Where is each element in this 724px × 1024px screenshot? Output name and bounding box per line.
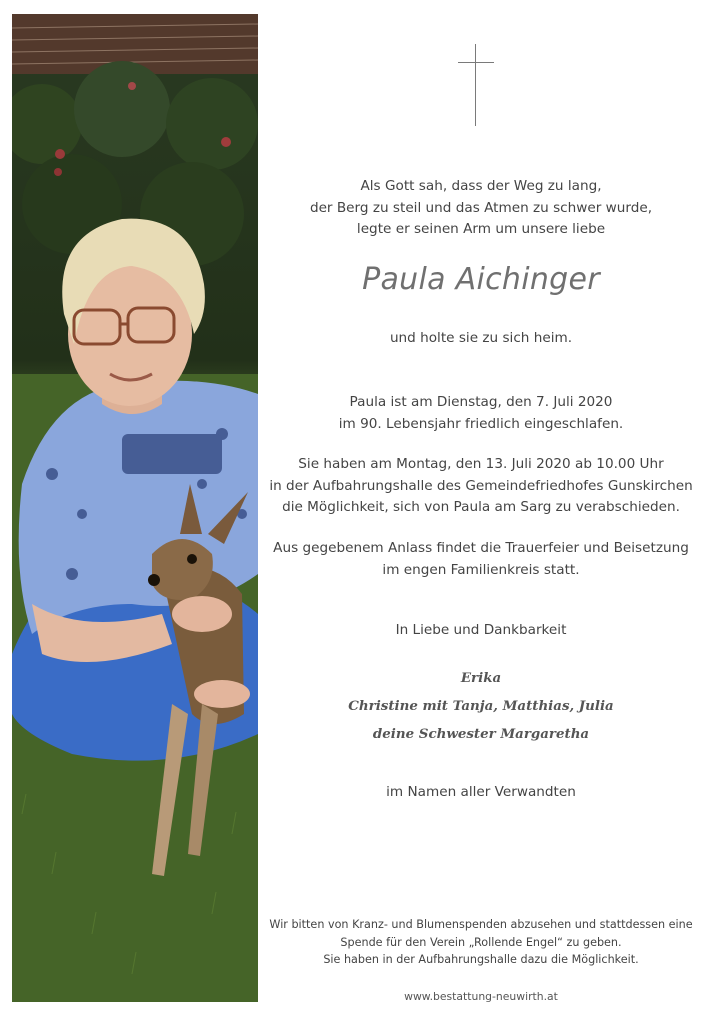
portrait-illustration xyxy=(12,14,258,1002)
mourners xyxy=(262,664,700,748)
verse-line: der Berg zu steil und das Atmen zu schwer wurde, xyxy=(309,199,653,216)
verse xyxy=(262,176,700,241)
portrait-photo xyxy=(12,14,258,1002)
ceremony-notice-line: im engen Familienkreis statt. xyxy=(382,561,580,578)
donation-request-line: Wir bitten von Kranz- und Blumenspenden abzusehen und stattdessen eine xyxy=(269,918,693,931)
donation-request xyxy=(262,916,700,969)
donation-request-line: Sie haben in der Aufbahrungshalle dazu die Möglichkeit. xyxy=(323,953,639,966)
death-notice xyxy=(262,392,700,435)
verse-line: legte er seinen Arm um unsere liebe xyxy=(356,221,606,237)
website-link[interactable]: www.bestattung-neuwirth.at xyxy=(404,990,558,1003)
ceremony-notice xyxy=(262,538,700,581)
relatives-line: im Namen aller Verwandten xyxy=(386,784,576,800)
viewing-notice-line: in der Aufbahrungshalle des Gemeindefriedhofes Gunskirchen xyxy=(269,477,693,494)
mourner: deine Schwester Margaretha xyxy=(372,726,590,742)
donation-request-line: Spende für den Verein „Rollende Engel“ zu geben. xyxy=(340,935,622,949)
verse-line: Als Gott sah, dass der Weg zu lang, xyxy=(360,178,602,194)
deceased-name: Paula Aichinger xyxy=(362,262,600,297)
viewing-notice-line: Sie haben am Montag, den 13. Juli 2020 ab 10.00 Uhr xyxy=(298,456,664,472)
closing-line: In Liebe und Dankbarkeit xyxy=(395,622,567,638)
taken-home-line: und holte sie zu sich heim. xyxy=(389,330,573,346)
death-notice-line: Paula ist am Dienstag, den 7. Juli 2020 xyxy=(349,394,613,410)
death-notice-line: im 90. Lebensjahr friedlich eingeschlafen. xyxy=(338,415,624,432)
cross-icon xyxy=(458,44,494,128)
ceremony-notice-line: Aus gegebenem Anlass findet die Trauerfeier und Beisetzung xyxy=(273,540,689,556)
mourner: Christine mit Tanja, Matthias, Julia xyxy=(348,698,614,714)
viewing-notice-line: die Möglichkeit, sich von Paula am Sarg zu verabschieden. xyxy=(282,499,680,515)
viewing-notice xyxy=(262,454,700,519)
mourner: Erika xyxy=(460,670,502,686)
